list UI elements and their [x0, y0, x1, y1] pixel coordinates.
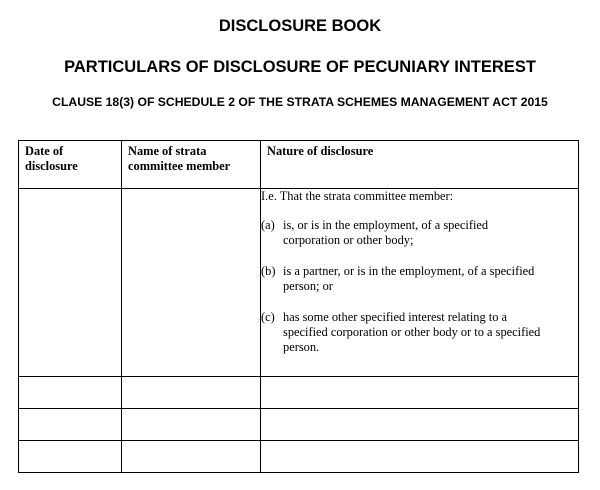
item-text-line: corporation or other body;: [283, 233, 414, 247]
item-marker: (a): [261, 218, 275, 232]
legislative-clause: CLAUSE 18(3) OF SCHEDULE 2 OF THE STRATA SCHEMES MANAGEMENT ACT 2015: [52, 95, 548, 109]
item-text-line: has some other specified interest relating to a: [283, 310, 507, 324]
nature-cell[interactable]: [261, 189, 579, 377]
table-row: [19, 189, 579, 377]
table-row: [19, 377, 579, 409]
item-marker: (c): [261, 310, 275, 324]
member-name-cell[interactable]: [122, 189, 261, 377]
date-cell[interactable]: [19, 377, 122, 409]
item-text-line: is, or is in the employment, of a specified: [283, 218, 489, 232]
table-row: [19, 409, 579, 441]
item-text-line: specified corporation or other body or to a specified: [283, 325, 541, 339]
nature-intro: I.e. That the strata committee member:: [261, 189, 454, 203]
header-name-line-2: committee member: [128, 159, 231, 173]
header-nature-of-disclosure: [261, 141, 579, 189]
nature-cell[interactable]: [261, 377, 579, 409]
header-committee-member-name: [122, 141, 261, 189]
header-date-of-disclosure: [19, 141, 122, 189]
item-text-line: person; or: [283, 279, 333, 293]
nature-item-a: [261, 218, 578, 248]
date-cell[interactable]: [19, 441, 122, 473]
table-row: [19, 441, 579, 473]
item-text-line: person.: [283, 340, 320, 354]
item-text-line: is a partner, or is in the employment, of a specified: [283, 264, 535, 278]
header-date-line-2: disclosure: [25, 159, 78, 173]
nature-cell[interactable]: [261, 441, 579, 473]
date-cell[interactable]: [19, 189, 122, 377]
header-date-line-1: Date of: [25, 144, 64, 158]
member-name-cell[interactable]: [122, 377, 261, 409]
nature-cell[interactable]: [261, 409, 579, 441]
item-marker: (b): [261, 264, 276, 278]
date-cell[interactable]: [19, 409, 122, 441]
header-name-line-1: Name of strata: [128, 144, 207, 158]
table-header-row: [19, 141, 579, 189]
member-name-cell[interactable]: [122, 409, 261, 441]
document-subtitle: PARTICULARS OF DISCLOSURE OF PECUNIARY INTEREST: [64, 58, 536, 76]
header-nature-label: Nature of disclosure: [267, 144, 374, 158]
nature-item-b: [261, 264, 578, 294]
member-name-cell[interactable]: [122, 441, 261, 473]
disclosure-table: [18, 140, 579, 473]
nature-item-c: [261, 310, 578, 355]
document-title: DISCLOSURE BOOK: [218, 17, 382, 35]
